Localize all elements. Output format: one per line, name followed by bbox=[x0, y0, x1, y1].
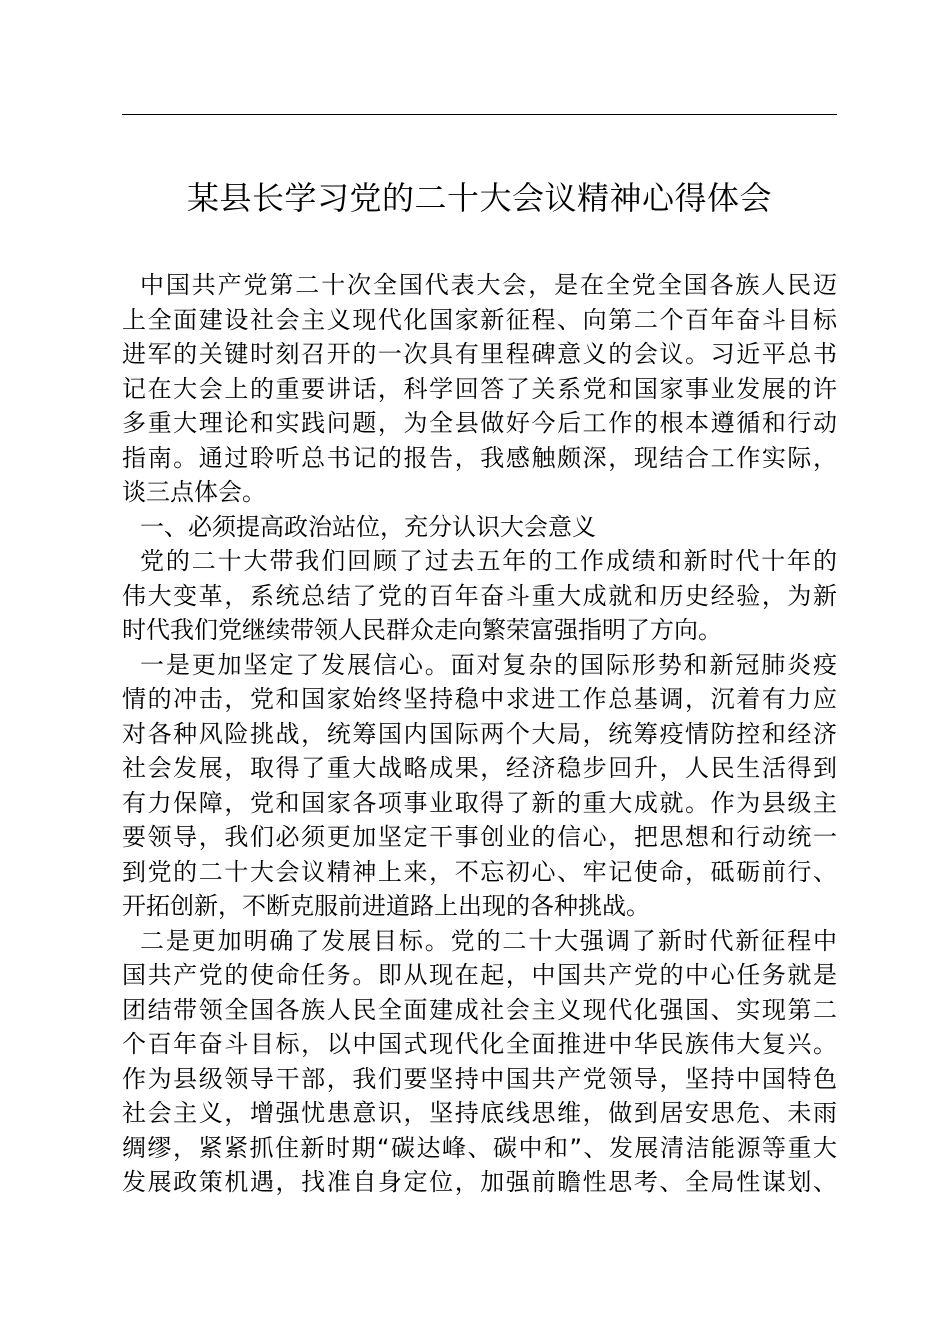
text-line: 进军的关键时刻召开的一次具有里程碑意义的会议。习近平总书 bbox=[122, 340, 837, 368]
text-line: 社会发展，取得了重大战略成果，经济稳步回升，人民生活得到 bbox=[122, 754, 837, 782]
document-body bbox=[122, 268, 837, 1200]
text-line: 记在大会上的重要讲话，科学回答了关系党和国家事业发展的许 bbox=[122, 374, 837, 403]
text-line: 国共产党的使命任务。即从现在起，中国共产党的中心任务就是 bbox=[122, 961, 837, 989]
text-line: 二是更加明确了发展目标。党的二十大强调了新时代新征程中 bbox=[140, 926, 837, 955]
text-line: 伟大变革，系统总结了党的百年奋斗重大成就和历史经验，为新 bbox=[122, 581, 837, 610]
header-rule bbox=[122, 114, 837, 115]
text-line: 一、必须提高政治站位，充分认识大会意义 bbox=[140, 512, 596, 541]
text-line: 作为县级领导干部，我们要坚持中国共产党领导，坚持中国特色 bbox=[122, 1064, 837, 1093]
text-line: 对各种风险挑战，统筹国内国际两个大局，统筹疫情防控和经济 bbox=[122, 719, 837, 748]
text-line: 谈三点体会。 bbox=[122, 478, 266, 506]
text-line: 指南。通过聆听总书记的报告，我感触颇深，现结合工作实际， bbox=[122, 443, 837, 472]
text-line: 要领导，我们必须更加坚定干事创业的信心，把思想和行动统一 bbox=[122, 823, 837, 851]
text-line: 开拓创新，不断克服前进道路上出现的各种挑战。 bbox=[122, 892, 650, 920]
text-line: 情的冲击，党和国家始终坚持稳中求进工作总基调，沉着有力应 bbox=[122, 685, 837, 713]
text-line: 中国共产党第二十次全国代表大会，是在全党全国各族人民迈 bbox=[140, 271, 837, 299]
document-title: 某县长学习党的二十大会议精神心得体会 bbox=[186, 179, 772, 217]
text-line: 个百年奋斗目标，以中国式现代化全面推进中华民族伟大复兴。 bbox=[122, 1030, 837, 1058]
text-line: 一是更加坚定了发展信心。面对复杂的国际形势和新冠肺炎疫 bbox=[140, 650, 837, 679]
text-line: 时代我们党继续带领人民群众走向繁荣富强指明了方向。 bbox=[122, 616, 722, 644]
text-line: 社会主义，增强忧患意识，坚持底线思维，做到居安思危、未雨 bbox=[122, 1099, 837, 1127]
text-line: 多重大理论和实践问题，为全县做好今后工作的根本遵循和行动 bbox=[122, 409, 837, 437]
text-line: 有力保障，党和国家各项事业取得了新的重大成就。作为县级主 bbox=[122, 788, 837, 817]
text-line: 团结带领全国各族人民全面建成社会主义现代化强国、实现第二 bbox=[122, 995, 837, 1024]
text-line: 到党的二十大会议精神上来，不忘初心、牢记使命，砥砺前行、 bbox=[122, 857, 837, 886]
text-line: 绸缪，紧紧抓住新时期“碳达峰、碳中和”、发展清洁能源等重大 bbox=[122, 1133, 837, 1162]
text-line: 上全面建设社会主义现代化国家新征程、向第二个百年奋斗目标 bbox=[122, 305, 837, 334]
text-line: 党的二十大带我们回顾了过去五年的工作成绩和新时代十年的 bbox=[140, 547, 837, 575]
text-line: 发展政策机遇，找准自身定位，加强前瞻性思考、全局性谋划、 bbox=[122, 1168, 837, 1196]
